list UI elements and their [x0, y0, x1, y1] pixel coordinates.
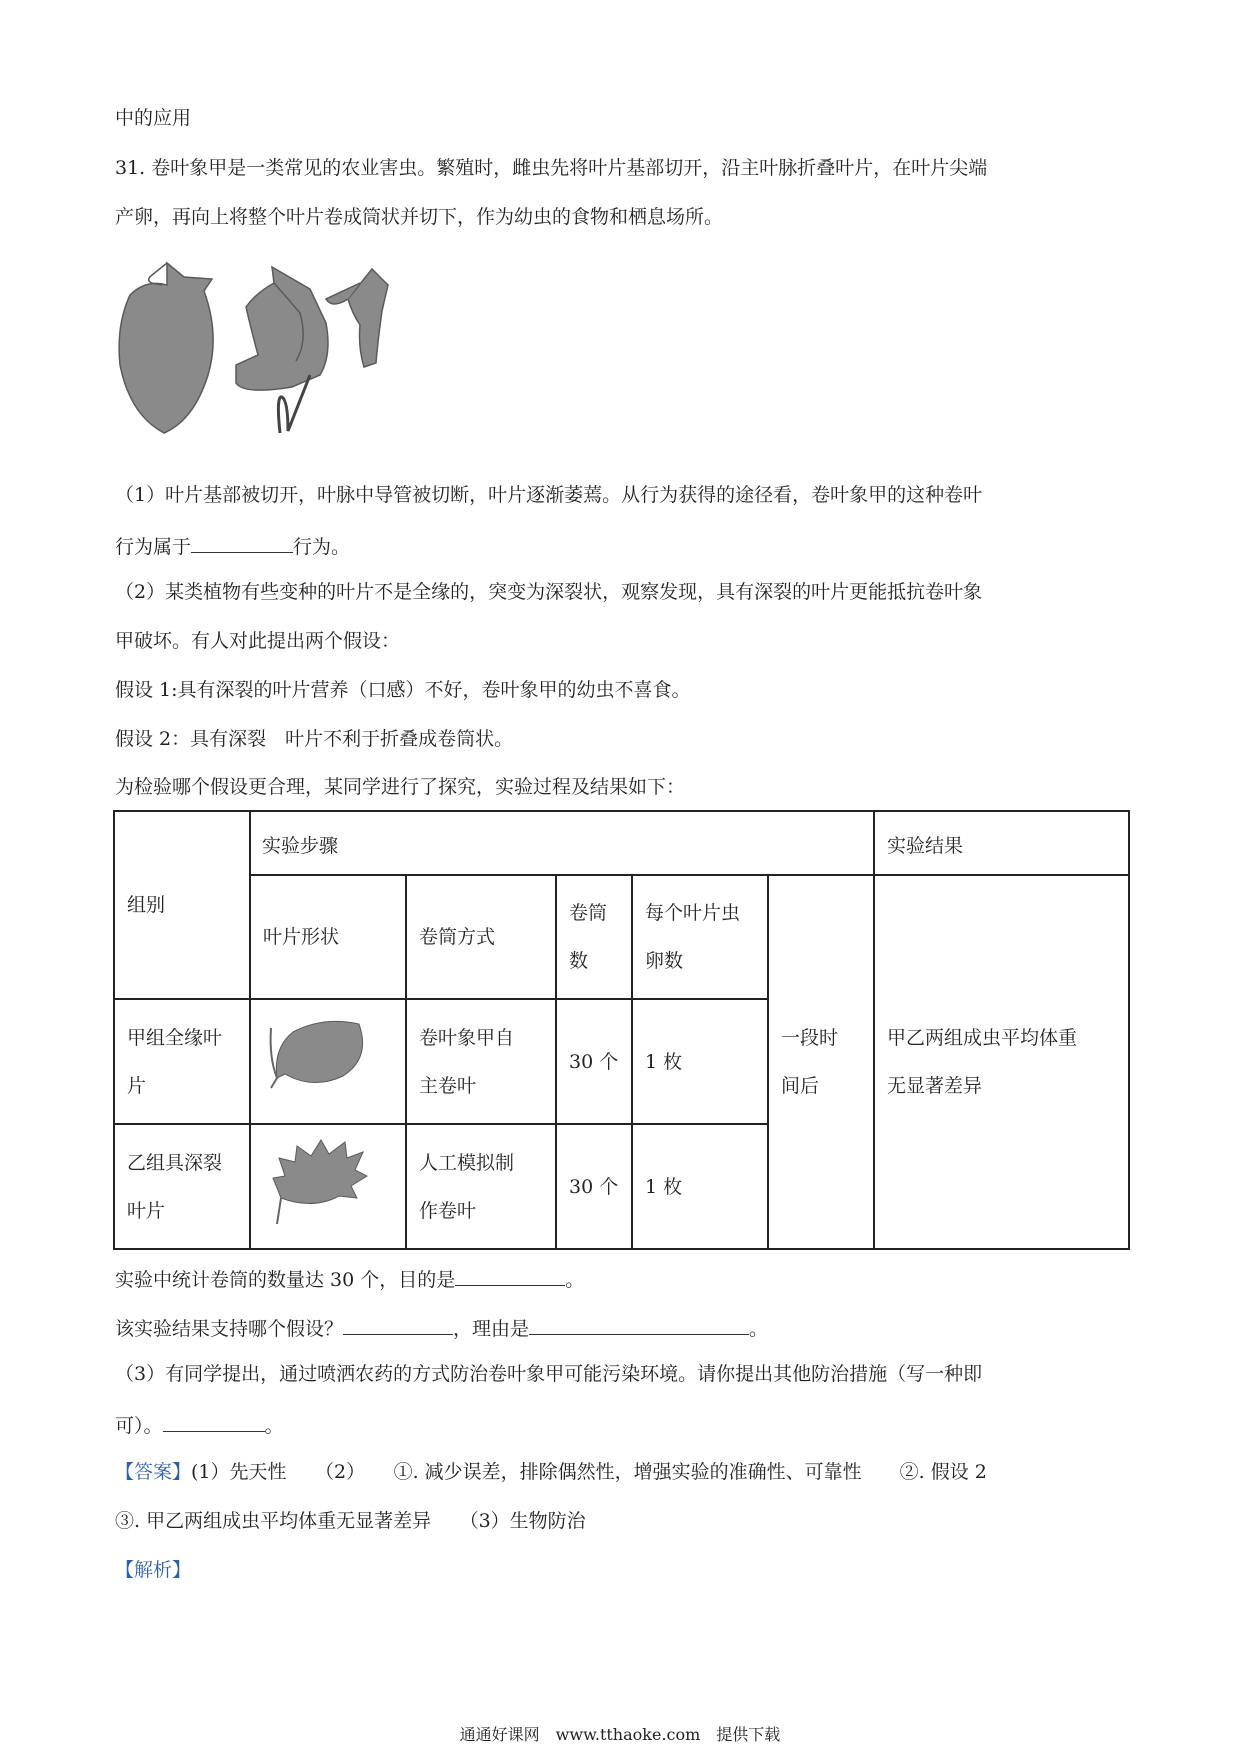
question-3-answer-line [115, 1411, 284, 1438]
question-2-text: （2）某类植物有些变种的叶片不是全缘的，突变为深裂状，观察发现，具有深裂的叶片更能抵抗卷叶象 [115, 581, 983, 603]
experiment-intro: 为检验哪个假设更合理，某同学进行了探究，实验过程及结果如下： [115, 776, 686, 798]
whole-leaf-image [263, 1008, 373, 1098]
group-b-eggs: 1 枚 [632, 1124, 768, 1249]
answer-blank[interactable] [163, 1411, 265, 1432]
hypothesis-2: 假设 2：具有深裂 叶片不利于折叠成卷筒状。 [115, 728, 514, 750]
followup-2-suffix: 。 [749, 1318, 769, 1340]
question-3-text: （3）有同学提出，通过喷洒农药的方式防治卷叶象甲可能污染环境。请你提出其他防治措施（写一种即 [115, 1363, 983, 1385]
followup-2-mid: ，理由是 [453, 1318, 530, 1340]
group-b-leaf-image [250, 1124, 406, 1249]
time-cell: 一段时 间后 [768, 875, 874, 1249]
result-cell: 甲乙两组成虫平均体重 无显著差异 [874, 875, 1129, 1249]
group-a-name: 甲组全缘叶 片 [114, 999, 250, 1124]
question-1-suffix: 行为。 [293, 536, 351, 558]
group-a-rolls: 30 个 [556, 999, 632, 1124]
followup-2-prefix: 该实验结果支持哪个假设？ [115, 1318, 344, 1340]
text-line: 中的应用 [115, 107, 192, 129]
followup-1-suffix: 。 [565, 1269, 585, 1291]
header-steps-label: 实验步骤 [262, 835, 339, 857]
question-3-suffix: 。 [264, 1415, 284, 1437]
page-footer: 通通好课网 www.tthaoke.com 提供下载 [459, 1725, 781, 1744]
question-1-prefix: 行为属于 [115, 536, 192, 558]
group-a-method: 卷叶象甲自 主卷叶 [406, 999, 556, 1124]
lobed-leaf-image [263, 1128, 373, 1228]
experiment-table [113, 810, 1130, 1250]
question-1-text: （1）叶片基部被切开，叶脉中导管被切断，叶片逐渐萎蔫。从行为获得的途径看，卷叶象甲的这种卷叶 [115, 484, 983, 506]
question-31-stem: 31. 卷叶象甲是一类常见的农业害虫。繁殖时，雌虫先将叶片基部切开，沿主叶脉折叠叶片，在叶片尖端 [115, 157, 988, 179]
leaf-rolling-illustration [112, 255, 432, 455]
group-a-eggs: 1 枚 [632, 999, 768, 1124]
followup-1-prefix: 实验中统计卷筒的数量达 30 个，目的是 [115, 1269, 456, 1291]
question-1-answer-line [115, 532, 350, 559]
header-eggs: 每个叶片虫 卵数 [632, 875, 768, 999]
answer-label: 【答案】 [115, 1461, 192, 1483]
answer-line-1 [115, 1460, 987, 1484]
question-2-text-cont: 甲破坏。有人对此提出两个假设： [115, 630, 401, 652]
header-rolls: 卷筒 数 [556, 875, 632, 999]
answer-blank[interactable] [455, 1265, 565, 1286]
followup-2 [115, 1314, 768, 1341]
group-b-method: 人工模拟制 作卷叶 [406, 1124, 556, 1249]
group-a-leaf-image [250, 999, 406, 1124]
answer-blank[interactable] [191, 532, 293, 553]
answer-blank[interactable] [343, 1314, 453, 1335]
answer-blank[interactable] [529, 1314, 749, 1335]
header-method: 卷筒方式 [406, 875, 556, 999]
followup-1 [115, 1265, 584, 1292]
hypothesis-1: 假设 1:具有深裂的叶片营养（口感）不好，卷叶象甲的幼虫不喜食。 [115, 679, 691, 701]
question-31-stem-cont: 产卵，再向上将整个叶片卷成筒状并切下，作为幼虫的食物和栖息场所。 [115, 206, 724, 228]
header-result-label: 实验结果 [887, 835, 964, 857]
group-b-rolls: 30 个 [556, 1124, 632, 1249]
header-group: 组别 [114, 811, 250, 999]
answer-text: (1）先天性 （2） ①. 减少误差，排除偶然性，增强实验的准确性、可靠性 ②. 假设 2 [191, 1461, 987, 1483]
header-result-divider [873, 811, 875, 875]
analysis-label: 【解析】 [115, 1559, 192, 1581]
header-steps [250, 811, 1129, 875]
group-b-name: 乙组具深裂 叶片 [114, 1124, 250, 1249]
header-shape: 叶片形状 [250, 875, 406, 999]
question-3-prefix: 可）。 [115, 1415, 163, 1437]
answer-line-2: ③. 甲乙两组成虫平均体重无显著差异 （3）生物防治 [115, 1510, 586, 1532]
